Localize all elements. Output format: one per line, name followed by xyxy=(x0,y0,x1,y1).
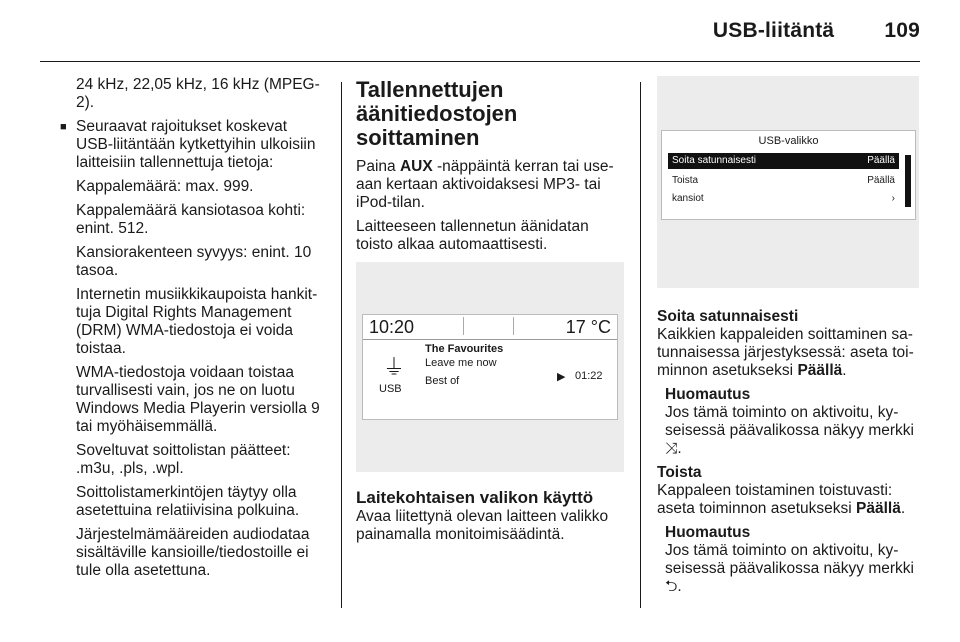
status-bar-rule xyxy=(363,339,617,340)
usb-icon: ⏚ xyxy=(383,355,406,380)
continued-text: 24 kHz, 22,05 kHz, 16 kHz (MPEG-2). xyxy=(76,76,320,111)
page-title: USB-liitäntä xyxy=(712,19,835,42)
note-shuffle xyxy=(657,386,927,458)
repeat-icon: ⮌ xyxy=(665,578,678,595)
menu-scrollbar xyxy=(905,155,911,207)
audio-display-image xyxy=(356,262,624,472)
usb-menu-image xyxy=(657,76,919,288)
menu-paragraph: Avaa liitettynä olevan laitteen valikko painamalla monitoimisäädintä. xyxy=(356,508,609,543)
limit-item: Internetin musiikkikaupoista hankittuja Digital Rights Management (DRM) WMA-tiedostoja ei voida toistaa. xyxy=(76,286,318,357)
header-rule xyxy=(40,61,920,62)
note-title: Huomautus xyxy=(665,386,751,403)
column-3 xyxy=(657,308,927,602)
status-divider xyxy=(513,317,514,335)
track-item: Best of xyxy=(425,375,460,387)
menu-row-folders: kansiot › xyxy=(672,193,895,204)
shuffle-icon: ⤨ xyxy=(665,440,678,457)
usb-label: USB xyxy=(379,383,402,395)
temperature: 17 °C xyxy=(565,317,611,337)
track-item: Leave me now xyxy=(425,357,497,369)
note-repeat xyxy=(657,524,927,596)
status-divider xyxy=(463,317,464,335)
repeat-heading: Toista xyxy=(657,464,702,481)
repeat-paragraph: Kappaleen toistaminen toistuvasti: aseta toiminnon asetukseksi Päällä. xyxy=(657,482,906,517)
track-item: The Favourites xyxy=(425,343,504,355)
autoplay-paragraph: Laitteeseen tallennetun äänidatan toisto alkaa automaattisesti. xyxy=(356,218,589,253)
section-heading: Tallennettujen äänitiedostojen soittaminen xyxy=(356,77,518,150)
limit-item: Kappalemäärä: max. 999. xyxy=(76,178,254,195)
aux-key: AUX xyxy=(399,158,433,175)
aux-paragraph: Paina AUX -näppäintä kerran tai useaan kertaan aktivoidaksesi MP3- tai iPod-tilan. xyxy=(356,158,614,211)
note-text: Jos tämä toiminto on aktivoitu, kyseisessä päävalikossa näkyy merkki ⮌. xyxy=(665,542,914,595)
subsection-heading: Laitekohtaisen valikon käyttö xyxy=(356,488,594,507)
limit-item: Kansiorakenteen syvyys: enint. 10 tasoa. xyxy=(76,244,312,279)
column-2 xyxy=(356,78,626,260)
menu-title: USB-valikko xyxy=(758,135,819,147)
limit-item: Soveltuvat soittolistan päätteet: .m3u, .pls, .wpl. xyxy=(76,442,291,477)
column-2-lower xyxy=(356,488,626,550)
play-icon: ▶ xyxy=(557,371,566,383)
note-title: Huomautus xyxy=(665,524,751,541)
shuffle-paragraph: Kaikkien kappaleiden soittaminen satunnaisessa järjestyksessä: aseta toiminnon asetukseksi Päällä. xyxy=(657,326,914,379)
usb-menu-screen xyxy=(661,130,916,220)
limit-item: Kappalemäärä kansiotasoa kohti: enint. 512. xyxy=(76,202,306,237)
column-divider-2 xyxy=(640,82,641,608)
limit-item: Soittolistamerkintöjen täytyy olla asetettuina relatiivisina polkuina. xyxy=(76,484,300,519)
column-divider-1 xyxy=(341,82,342,608)
track-time: 01:22 xyxy=(575,370,603,382)
page-header xyxy=(713,19,920,43)
menu-row-repeat: Toista Päällä xyxy=(672,175,895,186)
clock: 10:20 xyxy=(369,317,415,337)
column-1 xyxy=(76,76,328,586)
audio-display-screen xyxy=(362,314,618,420)
limit-item: Järjestelmämääreiden audiodataa sisältäville kansioille/tiedostoille ei tule olla asetettuna. xyxy=(76,526,310,579)
limit-item: WMA-tiedostoja voidaan toistaa turvallisesti vain, jos ne on luotu Windows Media Playerin versiolla 9 tai myöhäisemmällä. xyxy=(76,364,320,435)
shuffle-heading: Soita satunnaisesti xyxy=(657,308,799,325)
note-text: Jos tämä toiminto on aktivoitu, kyseisessä päävalikossa näkyy merkki ⤨. xyxy=(665,404,914,457)
page-number: 109 xyxy=(884,19,920,42)
menu-row-shuffle: Soita satunnaisesti Päällä xyxy=(668,153,899,169)
bullet-paragraph: ■ Seuraavat rajoitukset koskevat USB-liitäntään kytkettyihin ulkoisiin laitteisiin tallennettuja tietoja: xyxy=(76,118,328,172)
